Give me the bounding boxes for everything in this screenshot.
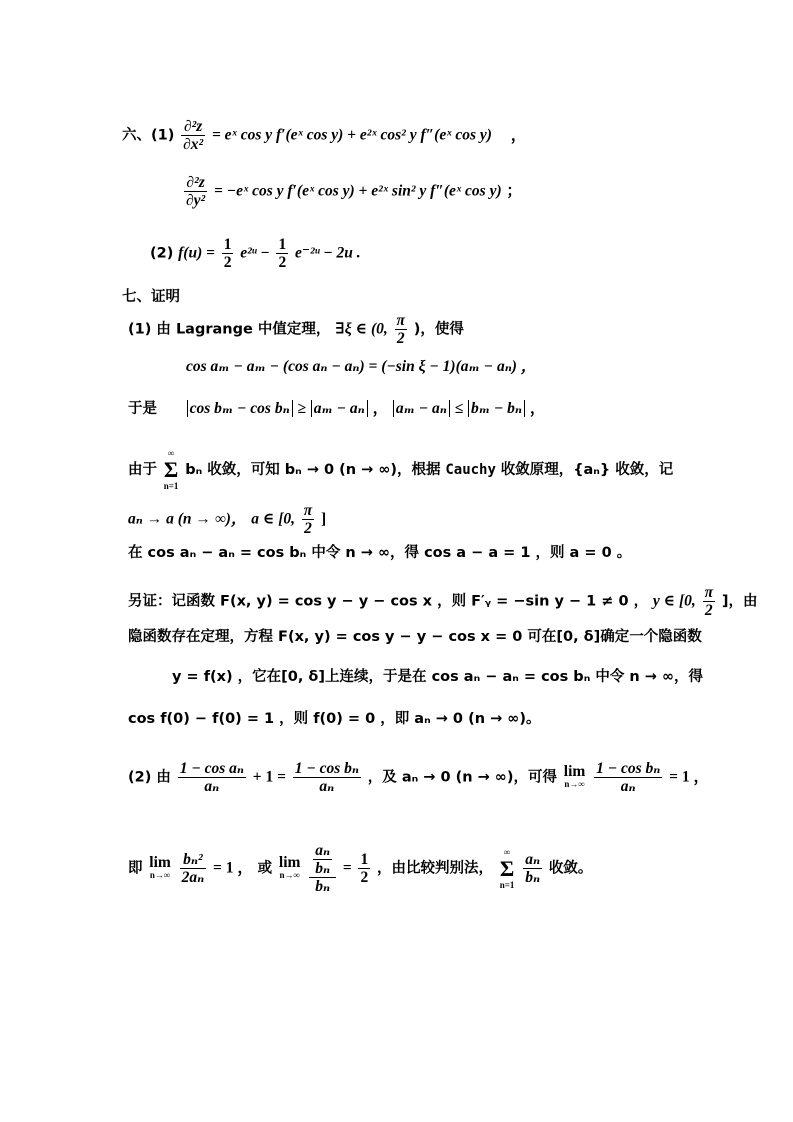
- frac-den: bₙ: [525, 869, 541, 886]
- s7-final-a: ，由比较判别法，: [377, 860, 493, 877]
- frac-num: 1 − cos bₙ: [596, 760, 661, 777]
- s7-final-line: [128, 842, 592, 895]
- s7-yushi-line: [128, 398, 545, 419]
- s6-heading: 六、(1): [122, 127, 175, 144]
- s6-p2-heading: (2): [150, 245, 174, 262]
- frac-den: aₙ: [620, 778, 636, 795]
- s7-p1-a: (1) 由 Lagrange 中值定理，: [128, 321, 331, 338]
- s7-p2-d: = 1 ，: [669, 768, 709, 786]
- s7-cos-eq: cos aₘ − aₘ − (cos aₙ − aₙ) = (−sin ξ − 1)(aₘ − aₙ) ，: [186, 358, 537, 375]
- half-fraction: [358, 851, 370, 886]
- pi-over-2-fraction: [302, 502, 314, 537]
- frac-den: 2: [396, 330, 405, 347]
- eq-sign: =: [342, 859, 352, 877]
- b2-over-2a-fraction: [180, 851, 207, 886]
- frac-num: 1 − cos aₙ: [179, 760, 244, 777]
- s7-youyu-b: bₙ 收敛，可知 bₙ → 0 (n → ∞)，根据: [185, 462, 441, 478]
- s6-eq2-rhs: = −eˣ cos y f′(eˣ cos y) + e²ˣ sin² y f″(eˣ cos y): [213, 182, 502, 200]
- frac-num: 1: [360, 851, 369, 868]
- s7-alt-c: ]，由: [721, 593, 758, 610]
- s7-p1-b: ∃ξ ∈ (0,: [335, 320, 388, 338]
- abs-b-diff: bₘ − bₙ: [468, 400, 525, 417]
- s6-p2-f: f(u) =: [178, 244, 215, 262]
- frac-den: 2: [704, 602, 713, 619]
- d2z-dx2-fraction: [181, 118, 205, 153]
- s7-zai: 在 cos aₙ − aₙ = cos bₙ 中令 n → ∞，得 cos a − a = 1 ，则 a = 0 。: [128, 545, 632, 561]
- frac-den: 2: [278, 254, 287, 271]
- pi-over-2-fraction: [703, 584, 715, 619]
- sum-symbol: ∞ Σ n=1: [163, 448, 179, 491]
- s7-zai-line: [128, 542, 631, 563]
- ge-sign: ≥: [297, 400, 306, 417]
- s6-eq1-line: [122, 118, 526, 153]
- eq-one: = 1 ，: [212, 859, 253, 877]
- one-minus-cos-b-fraction: [293, 760, 361, 795]
- sum-lower: n=1: [499, 879, 515, 890]
- half-fraction: [222, 236, 234, 271]
- le-sign: ≤: [454, 400, 464, 417]
- s7-alt4: cos f(0) − f(0) = 1 ，则 f(0) = 0 ，即 aₙ → 0 (n → ∞)。: [128, 711, 541, 727]
- s7-youyu-line: [128, 448, 673, 492]
- inner-num: aₙ: [315, 842, 331, 859]
- s7-heading: 七、证明: [122, 289, 180, 305]
- s6-eq2-end: ；: [506, 182, 522, 200]
- d2z-dy2-fraction: [184, 174, 207, 209]
- a-in-interval: a ∈ [0,: [251, 510, 296, 528]
- s7-p1-c: )，使得: [413, 321, 464, 338]
- a-over-b-fraction: [523, 851, 542, 886]
- frac-den: aₙ: [319, 778, 335, 795]
- s7-alt-b: y ∈ [0,: [652, 592, 696, 610]
- frac-den: 2: [304, 520, 312, 537]
- s6-eq1-end: ，: [510, 126, 527, 144]
- s7-alt4-line: [128, 708, 540, 729]
- limit-operator: [563, 762, 586, 790]
- an-limit: aₙ → a (n → ∞)，: [128, 510, 247, 528]
- frac-num: 1: [223, 236, 232, 253]
- lim-sub: n→∞: [149, 869, 171, 880]
- inner-den: bₙ: [315, 860, 331, 877]
- s7-cos-eq-line: [186, 356, 536, 377]
- s7-ji: 即: [128, 860, 143, 877]
- frac-den: aₙ: [204, 778, 220, 795]
- one-minus-cos-b-fraction-2: [594, 760, 662, 795]
- sum-upper: ∞: [167, 448, 175, 458]
- s6-eq2-line: [182, 174, 522, 209]
- s7-limit-line: [128, 502, 326, 537]
- s7-p2-a: (2) 由: [128, 769, 171, 786]
- lim-text: lim: [278, 853, 301, 871]
- frac-num: π: [704, 584, 714, 601]
- abs-a-diff: aₘ − aₙ: [311, 400, 368, 417]
- frac-num: 1: [278, 236, 287, 253]
- one-minus-cos-a-fraction: [178, 760, 246, 795]
- frac-num: ∂²z: [184, 174, 207, 192]
- sum-upper: ∞: [503, 846, 511, 857]
- s7-p2-b: + 1 =: [252, 768, 286, 786]
- abs-cos-b: cos bₘ − cos bₙ: [187, 400, 293, 417]
- frac-num: π: [303, 502, 313, 519]
- frac-num: aₙ: [525, 851, 541, 868]
- pi-over-2-fraction: [395, 312, 407, 347]
- s6-p2-t2: e⁻²ᵘ − 2u .: [294, 244, 361, 262]
- s7-alt-a: 另证：记函数 F(x, y) = cos y − y − cos x ，则 F′ᵧ = −sin y − 1 ≠ 0 ，: [128, 593, 649, 610]
- s7-alt3: y = f(x) ，它在[0, δ]上连续，于是在 cos aₙ − aₙ = cos bₙ 中令 n → ∞，得: [172, 669, 704, 685]
- limit-operator-2: [278, 853, 301, 881]
- s7-youyu-a: 由于: [128, 462, 157, 478]
- s7-p1-line: [128, 312, 464, 347]
- s7-alt2-line: [128, 626, 702, 647]
- sum-symbol-2: ∞ Σ n=1: [499, 846, 515, 890]
- frac-num: π: [396, 312, 405, 329]
- s7-huo: 或: [257, 860, 273, 877]
- limit-operator: [149, 853, 171, 881]
- s7-alt2: 隐函数存在定理，方程 F(x, y) = cos y − y − cos x = 0 可在[0, δ]确定一个隐函数: [128, 629, 702, 645]
- lim-text: lim: [149, 853, 171, 871]
- frac-num: 1 − cos bₙ: [294, 760, 359, 777]
- lim-text: lim: [563, 762, 586, 780]
- sum-lower: n=1: [163, 481, 179, 491]
- s7-p2-line: [128, 760, 709, 795]
- nested-fraction: [309, 842, 336, 895]
- frac-den: 2: [360, 869, 369, 886]
- s7-alt-line: [128, 584, 757, 619]
- frac-num: bₙ²: [180, 851, 207, 869]
- frac-num: ∂²z: [181, 118, 205, 136]
- half-fraction: [276, 236, 288, 271]
- s7-heading-line: [122, 286, 180, 307]
- frac-den: 2: [223, 254, 232, 271]
- frac-num: [309, 842, 336, 878]
- frac-den: 2aₙ: [181, 869, 205, 886]
- bracket: ]: [321, 510, 327, 528]
- s7-p2-c: ，及 aₙ → 0 (n → ∞)，可得: [367, 769, 557, 786]
- lim-sub: n→∞: [279, 869, 300, 880]
- s7-alt3-line: [172, 666, 703, 687]
- inner-fraction: [313, 842, 332, 877]
- s6-eq1-rhs: = eˣ cos y f′(eˣ cos y) + e²ˣ cos² y f″(eˣ cos y): [211, 126, 492, 144]
- cauchy-text: Cauchy: [445, 462, 496, 478]
- s7-final-b: 收敛。: [548, 860, 593, 877]
- comma: ，: [372, 400, 389, 417]
- s7-yushi: 于是: [128, 401, 157, 417]
- frac-den: ∂x²: [183, 136, 204, 153]
- s7-youyu-c: 收敛原理，{aₙ} 收敛，记: [500, 462, 674, 478]
- lim-sub: n→∞: [564, 778, 585, 789]
- frac-den: ∂y²: [186, 192, 206, 209]
- frac-den: bₙ: [315, 878, 331, 895]
- abs-a-diff-2: aₘ − aₙ: [393, 400, 450, 417]
- s6-p2-line: [150, 236, 361, 271]
- s6-p2-t1: e²ᵘ −: [240, 244, 270, 262]
- comma: ，: [529, 400, 546, 417]
